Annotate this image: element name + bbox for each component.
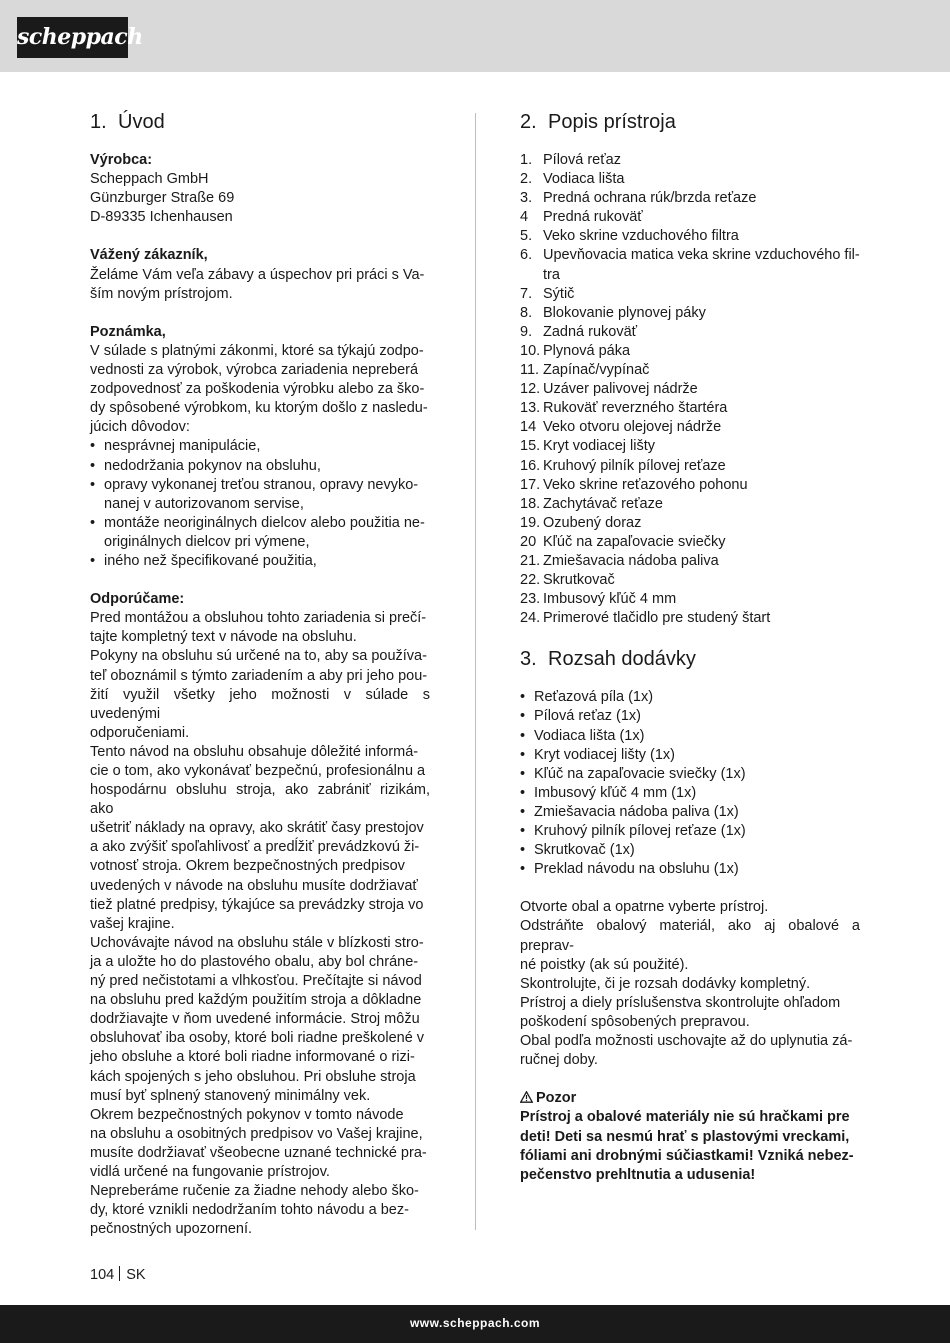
text-line: Skontrolujte, či je rozsah dodávky kompletný.: [520, 975, 811, 992]
greeting-text: [90, 266, 430, 304]
text-line: Günzburger Straße 69: [90, 190, 235, 207]
part-item: [520, 189, 860, 208]
column-divider: [475, 113, 476, 1230]
text-line: tiež platné predpisy, týkajúce sa prevádzky stroja vo: [90, 896, 424, 913]
text-line: uvedených v návode na obsluhu musíte dodržiavať: [90, 877, 418, 894]
text-line: • nedodržania pokynov na obsluhu,: [104, 457, 321, 474]
part-label: Imbusový kľúč 4 mm: [543, 591, 677, 608]
part-number: 21.: [520, 552, 541, 569]
part-number: 9.: [520, 323, 533, 340]
text-line: poškodení spôsobených prepravou.: [520, 1013, 750, 1030]
scope-item: • Kryt vodiacej lišty (1x): [520, 746, 860, 765]
part-number: 7.: [520, 285, 533, 302]
text-line: pečnostných upozornení.: [90, 1221, 253, 1238]
text-line: deti! Deti sa nesmú hrať s plastovými vreckami,: [520, 1128, 850, 1145]
part-item: [520, 227, 860, 246]
list-item: [90, 552, 430, 571]
part-number: 14: [520, 419, 537, 436]
text-line: ušetriť náklady na opravy, ako skrátiť časy prestojov: [90, 820, 424, 837]
text-line: D-89335 Ichenhausen: [90, 209, 233, 226]
text-line: cie o tom, ako vykonávať bezpečnú, profesionálnu a: [90, 763, 426, 779]
text-line: musíte dodržiavať všeobecne uznané technické pra-: [90, 1144, 427, 1161]
part-number: 5.: [520, 228, 533, 245]
note-block: [90, 323, 430, 571]
part-number: 23.: [520, 591, 541, 608]
part-item: [520, 609, 860, 628]
part-number: 10.: [520, 342, 541, 359]
part-label: Kľúč na zapaľovacie sviečky: [543, 533, 726, 550]
part-label: Zmiešavacia nádoba paliva: [543, 552, 719, 569]
scope-item: • Pílová reťaz (1x): [520, 707, 860, 726]
part-label: Ozubený doraz: [543, 514, 642, 531]
part-item: [520, 533, 860, 552]
scope-item: • Zmiešavacia nádoba paliva (1x): [520, 803, 860, 822]
part-item: [520, 476, 860, 495]
language-code: SK: [126, 1267, 146, 1283]
part-item: [520, 361, 860, 380]
text-line: júcich dôvodov:: [90, 419, 190, 436]
part-label: Skrutkovač: [543, 572, 615, 589]
part-item: [520, 151, 860, 170]
note-text: [90, 342, 430, 437]
warning-title: Pozor: [536, 1090, 577, 1107]
section-heading-intro: 1. Úvod: [90, 111, 165, 133]
text-line: né poistky (ak sú použité).: [520, 956, 689, 973]
text-line: Pred montážou a obsluhou tohto zariadenia si prečí-: [90, 610, 427, 627]
text-line: dodržiavajte v ňom uvedené informácie. Stroj môžu: [90, 1011, 420, 1028]
text-line: Scheppach GmbH: [90, 171, 209, 188]
section-heading-scope: 3. Rozsah dodávky: [520, 648, 696, 671]
section-heading-description: 2. Popis prístroja: [520, 111, 676, 133]
part-label: Sýtič: [543, 285, 575, 302]
text-line: Odstráňte obalový materiál, ako aj obalové a preprav-: [520, 918, 860, 954]
text-line: Nepreberáme ručenie za žiadne nehody alebo ško-: [90, 1183, 419, 1200]
part-number: 18.: [520, 495, 541, 512]
part-item: [520, 552, 860, 571]
text-line: dy, ktoré vznikli nedodržaním tohto návodu a bez-: [90, 1202, 409, 1219]
text-line: obsluhovať iba osoby, ktoré boli riadne preškolené v: [90, 1030, 425, 1047]
recommend-label: Odporúčame:: [90, 591, 185, 608]
scope-item: • Kľúč na zapaľovacie sviečky (1x): [520, 765, 860, 784]
part-item: [520, 399, 860, 418]
part-number: 4: [520, 209, 529, 226]
scope-item: • Reťazová píla (1x): [520, 688, 860, 707]
text-line: dy spôsobené výrobkom, ku ktorým došlo z nasledu-: [90, 400, 428, 417]
manufacturer-block: [90, 151, 430, 227]
part-label: Zadná rukoväť: [543, 323, 638, 340]
manufacturer-label: Výrobca:: [90, 152, 153, 168]
text-line: Uchovávajte návod na obsluhu stále v blízkosti stro-: [90, 934, 424, 951]
part-label: Upevňovacia matica veka skrine vzduchového fil-: [543, 247, 860, 264]
part-item: [520, 208, 860, 227]
part-label: Blokovanie plynovej páky: [543, 304, 706, 321]
text-line: originálnych dielcov pri výmene,: [104, 533, 310, 550]
text-line: Tento návod na obsluhu obsahuje dôležité informá-: [90, 743, 419, 760]
part-item: [520, 437, 860, 456]
part-number: 20: [520, 533, 537, 550]
part-item: [520, 285, 860, 304]
part-item: [520, 495, 860, 514]
text-line: vašej krajine.: [90, 915, 175, 932]
part-label: Zapínač/vypínač: [543, 362, 650, 379]
parts-list: [520, 151, 860, 628]
text-line: votnosť stroja. Okrem bezpečnostných predpisov: [90, 858, 405, 875]
recommend-text: [90, 609, 430, 1239]
footer-url[interactable]: www.scheppach.com: [409, 1316, 541, 1330]
part-label: Kryt vodiacej lišty: [543, 438, 656, 455]
text-line: hospodárnu obsluhu stroja, ako zabrániť rizikám, ako: [90, 782, 430, 818]
part-number: 17.: [520, 476, 541, 493]
text-line: ja a uložte ho do plastového obalu, aby bol chráne-: [90, 953, 419, 970]
text-line: ručnej doby.: [520, 1052, 598, 1069]
text-line: • montáže neoriginálnych dielcov alebo použitia ne-: [104, 514, 425, 531]
part-item: [520, 323, 860, 342]
text-line: • nesprávnej manipulácie,: [104, 438, 261, 455]
scope-item: • Imbusový kľúč 4 mm (1x): [520, 784, 860, 803]
text-line: Prístroj a obalové materiály nie sú hračkami pre: [520, 1109, 850, 1126]
part-label: Rukoväť reverzného štartéra: [543, 400, 728, 417]
scope-list: [520, 688, 860, 879]
part-number: 12.: [520, 381, 541, 398]
scope-item: • Skrutkovač (1x): [520, 841, 860, 860]
text-line: ším novým prístrojom.: [90, 285, 233, 302]
scope-item: • Vodiaca lišta (1x): [520, 727, 860, 746]
text-line: Okrem bezpečnostných pokynov v tomto návode: [90, 1106, 404, 1123]
warning-triangle-icon: [520, 1089, 536, 1108]
text-line: jeho obsluhe a ktoré boli riadne informované o rizi-: [90, 1049, 415, 1066]
part-label: Pílová reťaz: [543, 152, 621, 168]
text-line: Obal podľa možnosti uschovajte až do uplynutia zá-: [520, 1033, 853, 1050]
part-label: Vodiaca lišta: [543, 171, 625, 188]
text-line: zodpovednosť za poškodenia výrobku alebo za ško-: [90, 381, 425, 398]
page-number-label: [90, 1266, 146, 1283]
scope-item: • Kruhový pilník pílovej reťaze (1x): [520, 822, 860, 841]
text-line: Otvorte obal a opatrne vyberte prístroj.: [520, 899, 769, 916]
text-line: Pokyny na obsluhu sú určené na to, aby sa používa-: [90, 648, 427, 665]
part-item: [520, 246, 860, 284]
part-label: Veko otvoru olejovej nádrže: [543, 419, 722, 436]
part-item: [520, 342, 860, 361]
part-item: [520, 170, 860, 189]
list-item: [90, 457, 430, 476]
part-item: [520, 380, 860, 399]
text-line: • opravy vykonanej treťou stranou, opravy nevyko-: [104, 476, 419, 493]
part-label: Plynová páka: [543, 342, 631, 359]
right-column: [520, 108, 860, 1185]
list-item: [90, 476, 430, 514]
part-number: 2.: [520, 171, 533, 188]
part-item: [520, 514, 860, 533]
warning-text: [520, 1108, 860, 1184]
text-line: a ako zvýšiť spoľahlivosť a predĺžiť prevádzkovú ži-: [90, 839, 420, 856]
footer-band: [0, 1305, 950, 1343]
unpack-text: [520, 898, 860, 1070]
part-label: Kruhový pilník pílovej reťaze: [543, 457, 726, 474]
part-label: Predná rukoväť: [543, 209, 643, 226]
scope-item: • Preklad návodu na obsluhu (1x): [520, 860, 860, 879]
text-line: nanej v autorizovanom servise,: [104, 495, 304, 512]
greeting-block: [90, 246, 430, 303]
note-bullet-list: [90, 437, 430, 571]
part-number: 11.: [520, 362, 540, 379]
text-line: na obsluhu a osobitných predpisov vo Vašej krajine,: [90, 1125, 423, 1142]
text-line: vidlá určené na fungovanie prístrojov.: [90, 1163, 330, 1180]
part-number: 16.: [520, 457, 541, 474]
text-line: odporučeniami.: [90, 724, 190, 741]
part-label: Uzáver palivovej nádrže: [543, 381, 698, 398]
part-item: [520, 457, 860, 476]
part-number: 24.: [520, 610, 541, 627]
part-label: Predná ochrana rúk/brzda reťaze: [543, 190, 757, 207]
recommend-block: [90, 590, 430, 1239]
text-line: musí byť splnený stanovený minimálny vek.: [90, 1087, 371, 1104]
part-number: 3.: [520, 190, 533, 207]
text-line: žití využil všetky jeho možnosti v súlade s uvedenými: [90, 686, 430, 722]
text-line: vednosti za výrobok, výrobca zariadenia nepreberá: [90, 362, 419, 379]
part-label: Veko skrine vzduchového filtra: [543, 228, 739, 245]
text-line: ný pred nečistotami a vlhkosťou. Prečítajte si návod: [90, 973, 422, 990]
header-band: [0, 0, 950, 72]
text-line: fóliami ani drobnými súčiastkami! Vzniká nebez-: [520, 1147, 854, 1164]
warning-block: [520, 1089, 860, 1184]
text-line: na obsluhu pred každým použitím stroja a dôkladne: [90, 992, 422, 1009]
note-label: Poznámka,: [90, 323, 166, 340]
part-number: 1.: [520, 152, 533, 168]
text-line: Želáme Vám veľa zábavy a úspechov pri práci s Va-: [90, 266, 425, 283]
list-item: [90, 437, 430, 456]
part-label: tra: [543, 266, 560, 283]
part-label: Veko skrine reťazového pohonu: [543, 476, 748, 493]
text-line: pečenstvo prehltnutia a udusenia!: [520, 1166, 756, 1183]
page-number: 104: [90, 1267, 115, 1283]
text-line: V súlade s platnými zákonmi, ktoré sa týkajú zodpo-: [90, 342, 424, 359]
part-item: [520, 418, 860, 437]
part-number: 22.: [520, 572, 541, 589]
part-number: 6.: [520, 247, 533, 264]
part-number: 13.: [520, 400, 541, 417]
text-line: teľ oboznámil s týmto zariadením a aby pri jeho pou-: [90, 667, 428, 684]
brand-logo: scheppach: [17, 17, 128, 58]
part-item: [520, 590, 860, 609]
text-line: tajte kompletný text v návode na obsluhu.: [90, 629, 357, 646]
part-item: [520, 571, 860, 590]
manufacturer-address: [90, 170, 430, 227]
part-label: Zachytávač reťaze: [543, 495, 663, 512]
left-column: [90, 108, 430, 1239]
part-label: Primerové tlačidlo pre studený štart: [543, 610, 771, 627]
part-number: 8.: [520, 304, 533, 321]
text-line: Prístroj a diely príslušenstva skontrolujte ohľadom: [520, 994, 841, 1011]
part-item: [520, 304, 860, 323]
greeting-label: Vážený zákazník,: [90, 247, 208, 264]
part-number: 19.: [520, 514, 541, 531]
text-line: • iného než špecifikované použitia,: [104, 552, 317, 569]
text-line: kách spojených s jeho obsluhou. Pri obsluhe stroja: [90, 1068, 416, 1085]
part-number: 15.: [520, 438, 541, 455]
list-item: [90, 514, 430, 552]
